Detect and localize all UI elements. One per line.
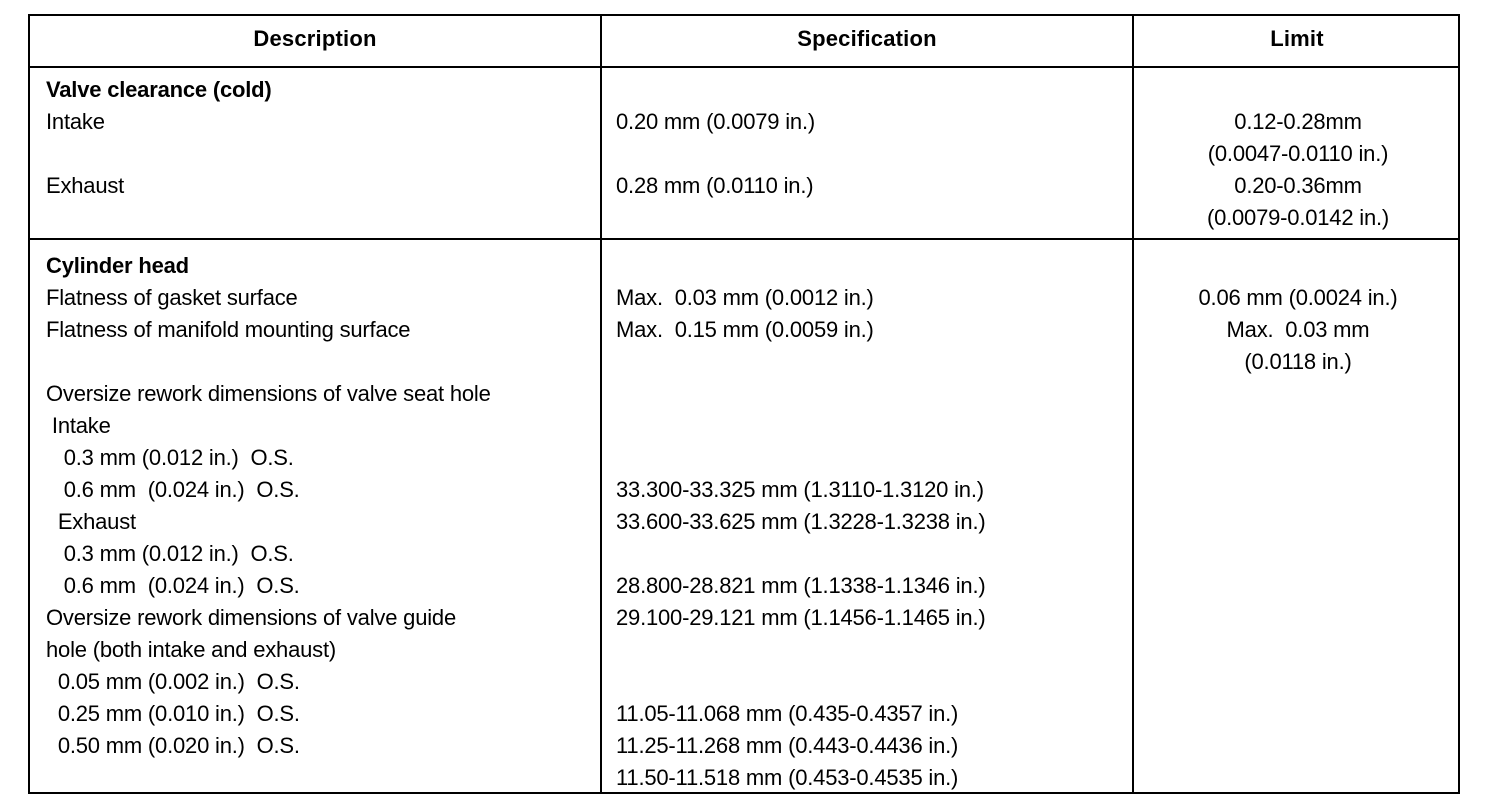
desc-line: 0.25 mm (0.010 in.) O.S. (46, 701, 300, 726)
column-divider (600, 16, 602, 792)
limit-intake-line-1: 0.12-0.28mm (1234, 109, 1362, 134)
desc-line: Intake (46, 413, 111, 438)
spec-line: 28.800-28.821 mm (1.1338-1.1346 in.) (616, 573, 986, 598)
desc-intake: Intake (46, 109, 105, 134)
desc-line: Oversize rework dimensions of valve seat hole (46, 381, 491, 406)
desc-line: 0.6 mm (0.024 in.) O.S. (46, 573, 300, 598)
row-divider (30, 238, 1458, 240)
spec-line: Max. 0.03 mm (0.0012 in.) (616, 285, 874, 310)
desc-line: Oversize rework dimensions of valve guide (46, 605, 456, 630)
spec-line: 11.05-11.068 mm (0.435-0.4357 in.) (616, 701, 959, 726)
spec-line: 11.25-11.268 mm (0.443-0.4436 in.) (616, 733, 959, 758)
desc-line: 0.6 mm (0.024 in.) O.S. (46, 477, 300, 502)
header-description: Description (253, 26, 377, 51)
desc-line: Exhaust (46, 509, 136, 534)
desc-line: 0.3 mm (0.012 in.) O.S. (46, 541, 294, 566)
limit-exhaust-line-2: (0.0079-0.0142 in.) (1206, 205, 1390, 230)
row-divider (30, 66, 1458, 68)
column-divider (1132, 16, 1134, 792)
desc-line: Flatness of manifold mounting surface (46, 317, 411, 342)
section-heading-valve-clearance: Valve clearance (cold) (46, 77, 272, 102)
desc-line: 0.3 mm (0.012 in.) O.S. (46, 445, 294, 470)
spec-table (28, 14, 1460, 794)
desc-line: Flatness of gasket surface (46, 285, 298, 310)
spec-line: 33.600-33.625 mm (1.3228-1.3238 in.) (616, 509, 986, 534)
spec-line: 11.50-11.518 mm (0.453-0.4535 in.) (616, 765, 959, 790)
desc-line: 0.05 mm (0.002 in.) O.S. (46, 669, 300, 694)
spec-intake-clearance: 0.20 mm (0.0079 in.) (616, 109, 815, 134)
limit-line: Max. 0.03 mm (1226, 317, 1370, 342)
spec-line: Max. 0.15 mm (0.0059 in.) (616, 317, 874, 342)
limit-line: (0.0118 in.) (1244, 349, 1352, 374)
spec-exhaust-clearance: 0.28 mm (0.0110 in.) (616, 173, 814, 198)
section-heading-cylinder-head: Cylinder head (46, 253, 189, 278)
header-specification: Specification (797, 26, 937, 51)
limit-line: 0.06 mm (0.0024 in.) (1198, 285, 1398, 310)
desc-line: hole (both intake and exhaust) (46, 637, 336, 662)
spec-line: 29.100-29.121 mm (1.1456-1.1465 in.) (616, 605, 986, 630)
header-limit: Limit (1270, 26, 1324, 51)
desc-line: 0.50 mm (0.020 in.) O.S. (46, 733, 300, 758)
limit-intake-line-2: (0.0047-0.0110 in.) (1207, 141, 1389, 166)
desc-exhaust: Exhaust (46, 173, 125, 198)
limit-exhaust-line-1: 0.20-0.36mm (1234, 173, 1362, 198)
spec-line: 33.300-33.325 mm (1.3110-1.3120 in.) (616, 477, 984, 502)
